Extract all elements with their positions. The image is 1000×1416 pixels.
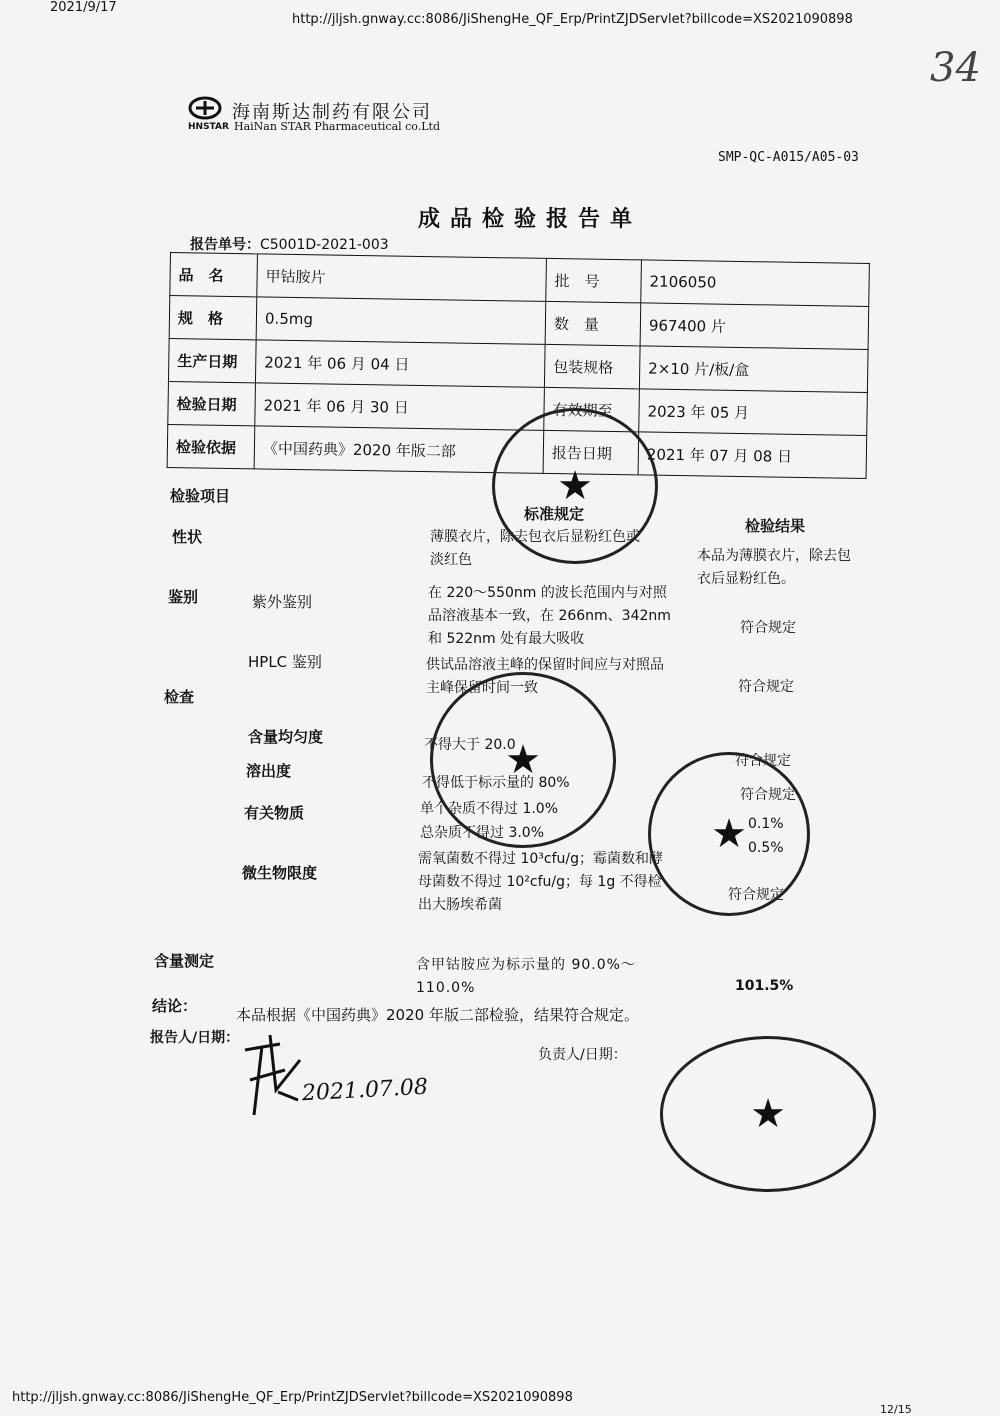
uv-name: 紫外鉴别 (252, 593, 313, 611)
reporter-date: 2021.07.08 (301, 1074, 429, 1107)
expiry-value: 2023 年 05 月 (639, 389, 868, 436)
print-date: 2021/9/17 (50, 0, 117, 15)
product-name-label: 品 名 (170, 253, 258, 297)
col-item-header: 检验项目 (170, 487, 231, 505)
star-icon: ★ (505, 737, 541, 783)
uniformity-result: 符合规定 (735, 753, 791, 769)
dissolution-standard: 不得低于标示量的 80% (422, 775, 570, 791)
expiry-label: 有效期至 (544, 387, 640, 431)
reporter-signature (240, 1030, 310, 1124)
report-date-value: 2021 年 07 月 08 日 (638, 432, 867, 479)
handwritten-page-mark: 34 (930, 45, 981, 91)
stamp-quality-3 (648, 752, 810, 916)
uniformity-standard: 不得大于 20.0 (424, 737, 516, 753)
report-title: 成品检验报告单 (418, 207, 643, 232)
report-date-label: 报告日期 (543, 430, 639, 474)
hplc-name: HPLC 鉴别 (248, 653, 322, 671)
section-assay: 含量测定 (154, 952, 215, 970)
appearance-result: 本品为薄膜衣片，除去包衣后显粉红色。 (697, 548, 851, 587)
prod-date-value: 2021 年 06 月 04 日 (255, 340, 545, 388)
conclusion-text: 本品根据《中国药典》2020 年版二部检验，结果符合规定。 (236, 1006, 639, 1024)
doc-code: SMP-QC-A015/A05-03 (718, 150, 859, 165)
prod-date-label: 生产日期 (168, 338, 256, 382)
signature-icon (240, 1030, 310, 1120)
batch-label: 批 号 (546, 258, 642, 302)
hplc-standard: 供试品溶液主峰的保留时间应与对照品主峰保留时间一致 (426, 657, 664, 696)
company-name-en: HaiNan STAR Pharmaceutical co.Ltd (234, 120, 440, 133)
quantity-label: 数 量 (545, 301, 641, 345)
related-standard-2: 总杂质不得过 3.0% (420, 825, 545, 841)
col-standard-header: 标准规定 (524, 505, 585, 523)
section-identification: 鉴别 (168, 588, 199, 606)
hplc-result: 符合规定 (738, 679, 794, 695)
pack-value: 2×10 片/板/盒 (639, 346, 868, 393)
star-icon: ★ (557, 463, 593, 509)
quantity-value: 967400 片 (640, 303, 869, 350)
test-date-value: 2021 年 06 月 30 日 (255, 383, 545, 431)
star-icon: ★ (711, 811, 747, 857)
uniformity-name: 含量均匀度 (248, 728, 324, 746)
dissolution-result: 符合规定 (740, 787, 796, 803)
spec-value: 0.5mg (256, 297, 546, 345)
product-name-value: 甲钴胺片 (257, 254, 547, 302)
related-standard-1: 单个杂质不得过 1.0% (420, 801, 559, 817)
col-result-header: 检验结果 (745, 517, 806, 535)
responsible-label: 负责人/日期： (538, 1047, 627, 1063)
micro-result: 符合规定 (728, 887, 784, 903)
reporter-label: 报告人/日期： (150, 1030, 240, 1046)
report-number (190, 234, 389, 254)
company-brand: HNSTAR (188, 122, 229, 132)
section-inspection: 检查 (164, 688, 195, 706)
company-logo-icon (188, 96, 222, 120)
assay-result: 101.5% (735, 978, 794, 994)
stamp-county-4 (660, 1036, 876, 1192)
stamp-company-2 (430, 672, 616, 848)
report-number-label: 报告单号： (190, 237, 260, 253)
stamp-quality-1 (492, 408, 658, 564)
micro-standard: 需氧菌数不得过 10³cfu/g；霉菌数和酵母菌数不得过 10²cfu/g；每 1g 不得检出大肠埃希菌 (418, 851, 663, 913)
basis-label: 检验依据 (167, 424, 255, 468)
print-url-bottom: http://jljsh.gnway.cc:8086/JiShengHe_QF_Erp/PrintZJDServlet?billcode=XS2021090898 (12, 1390, 573, 1405)
conclusion-label: 结论： (152, 997, 198, 1015)
related-result-1: 0.1% (748, 816, 784, 832)
report-number-value: C5001D-2021-003 (260, 237, 389, 253)
spec-label: 规 格 (169, 296, 257, 340)
basis-value: 《中国药典》2020 年版二部 (254, 426, 544, 474)
micro-name: 微生物限度 (242, 864, 318, 882)
print-page-number: 12/15 (880, 1403, 912, 1416)
batch-value: 2106050 (641, 260, 870, 307)
appearance-standard: 薄膜衣片，除去包衣后显粉红色或淡红色 (430, 529, 640, 568)
related-result-2: 0.5% (748, 840, 784, 856)
pack-label: 包装规格 (544, 344, 640, 388)
print-url-top: http://jljsh.gnway.cc:8086/JiShengHe_QF_Erp/PrintZJDServlet?billcode=XS2021090898 (292, 12, 853, 27)
related-name: 有关物质 (244, 804, 305, 822)
section-appearance: 性状 (172, 528, 203, 546)
test-date-label: 检验日期 (168, 381, 256, 425)
uv-standard: 在 220～550nm 的波长范围内与对照品溶液基本一致，在 266nm、342nm 和 522nm 处有最大吸收 (428, 585, 671, 647)
uv-result: 符合规定 (740, 620, 796, 636)
star-icon: ★ (750, 1091, 786, 1137)
dissolution-name: 溶出度 (246, 762, 292, 780)
company-name-cn: 海南斯达制药有限公司 (232, 102, 432, 123)
assay-standard: 含甲钴胺应为标示量的 90.0%～110.0% (416, 957, 636, 996)
